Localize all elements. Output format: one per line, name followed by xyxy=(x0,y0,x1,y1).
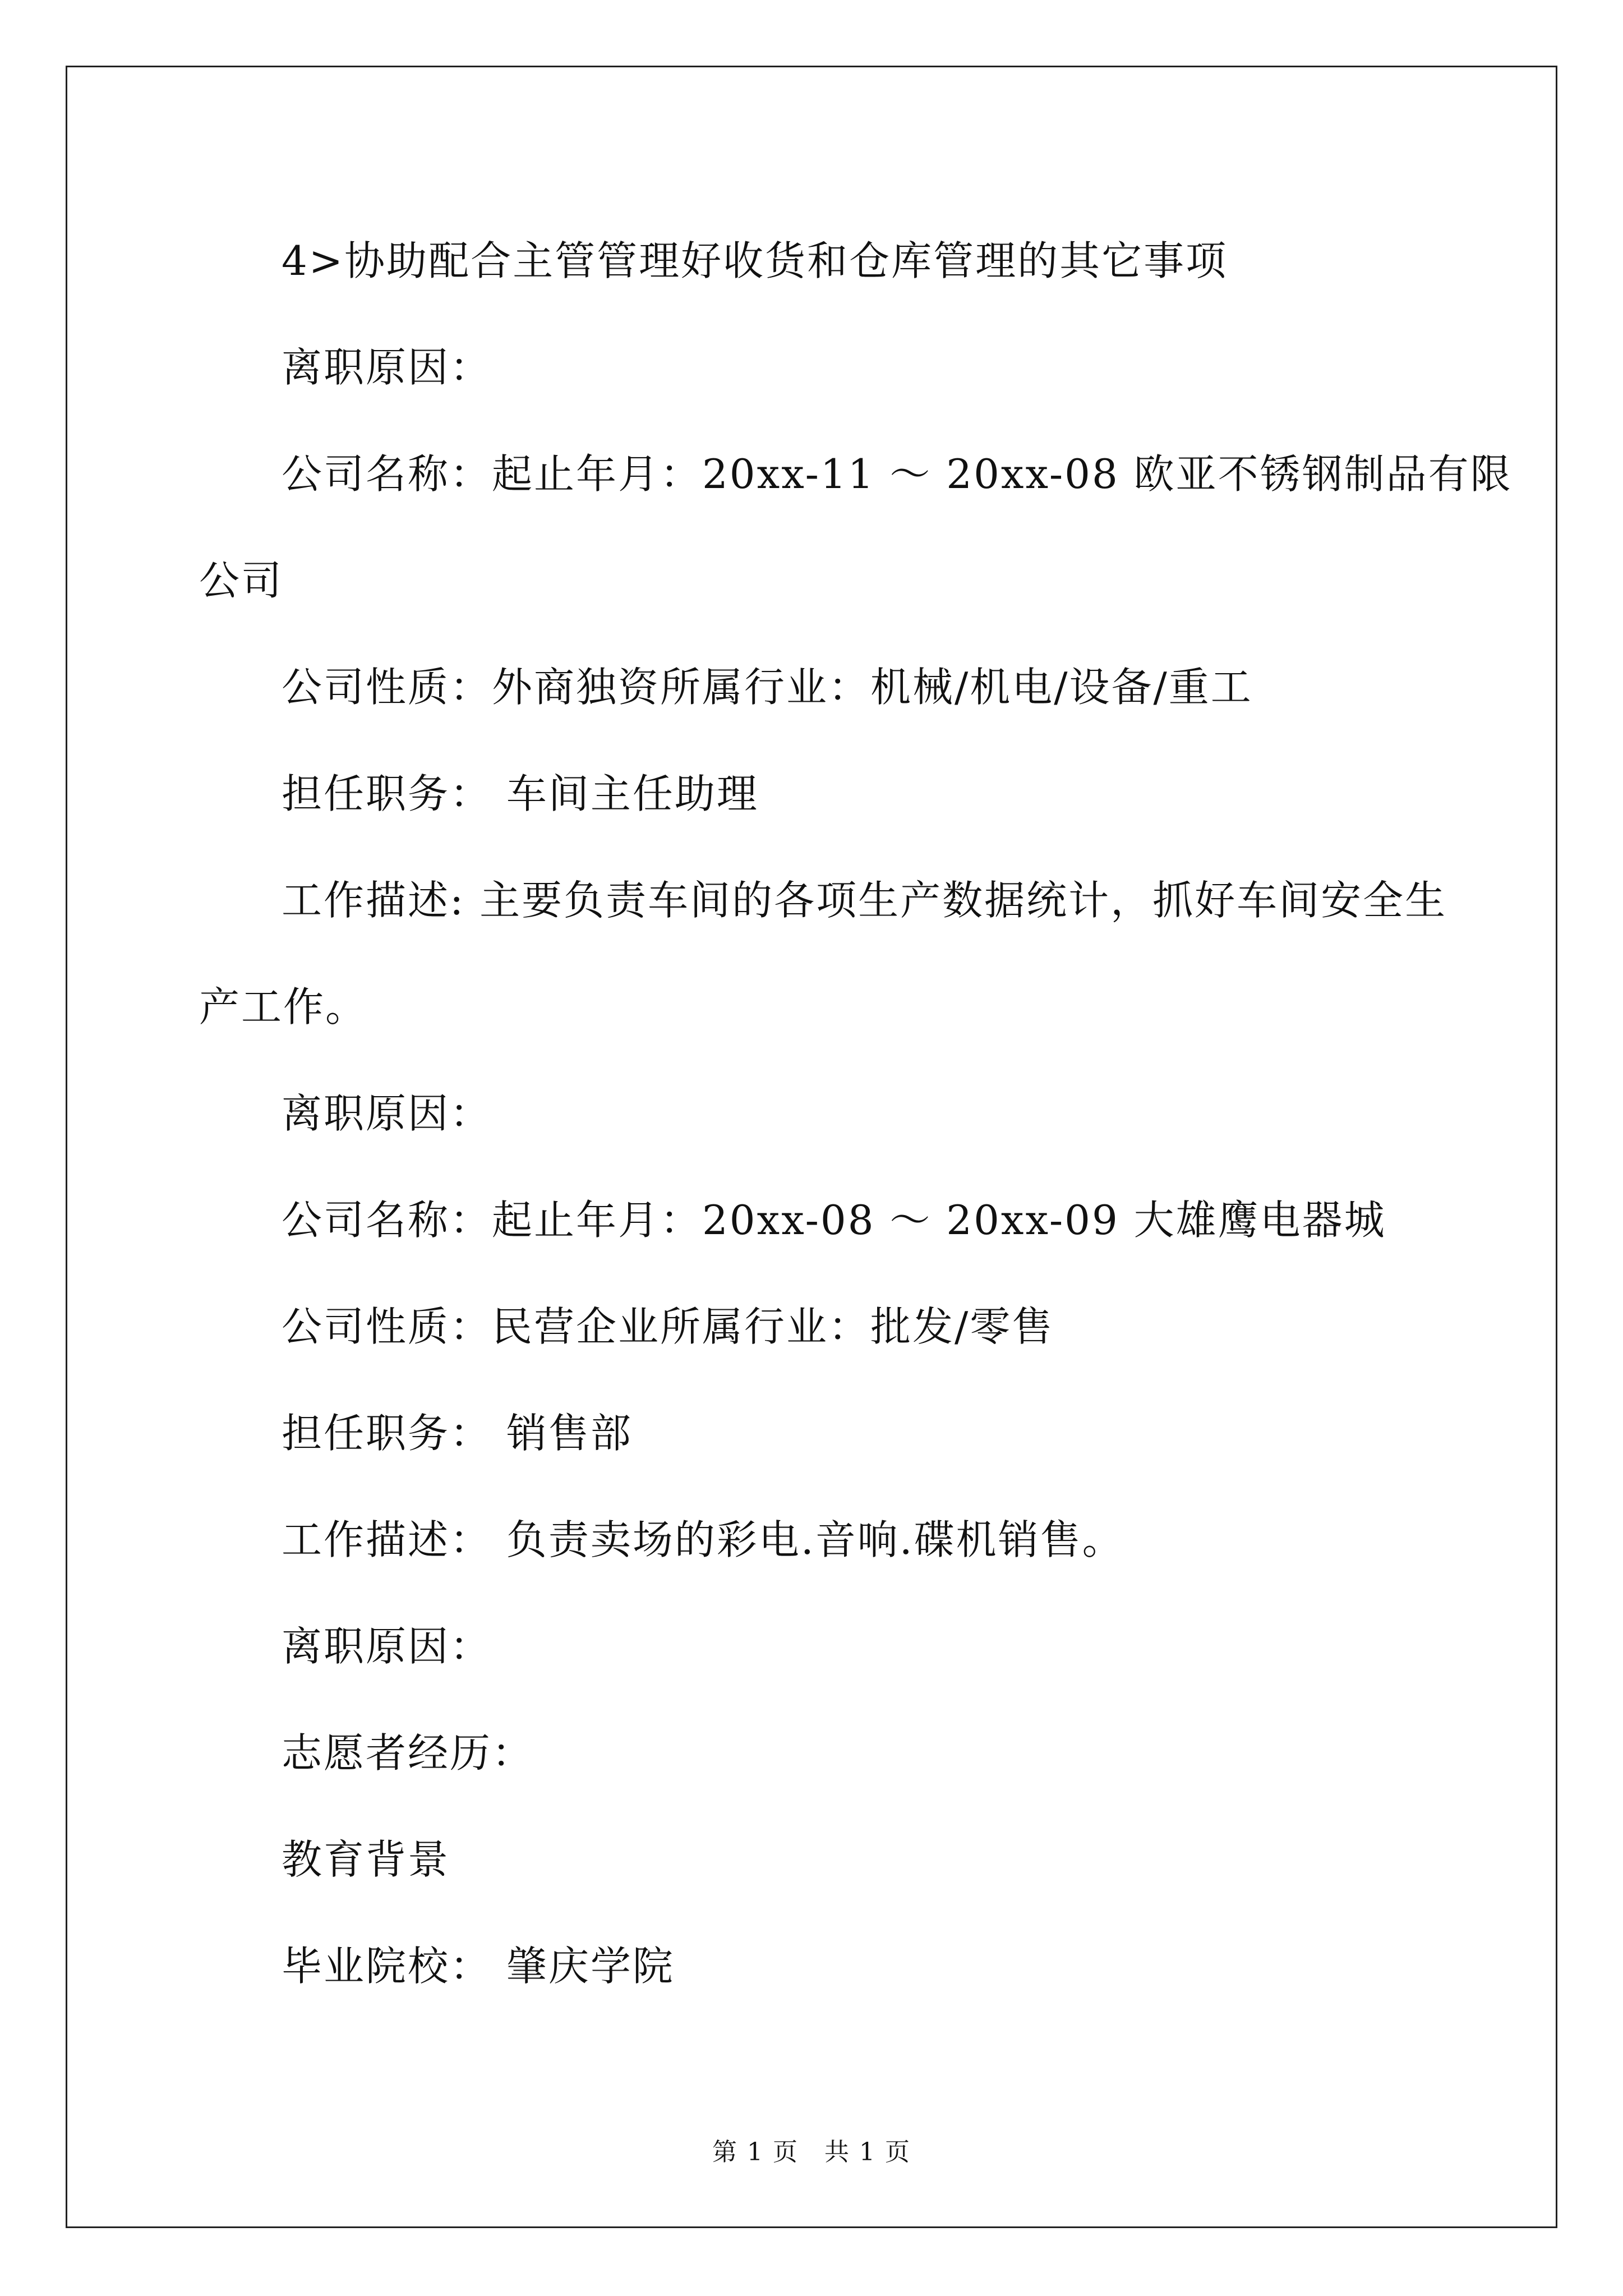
paragraph-duty-4: 4>协助配合主管管理好收货和仓库管理的其它事项 xyxy=(282,237,1228,284)
paragraph-leave-reason: 离职原因： xyxy=(282,344,492,391)
paragraph-leave-reason: 离职原因： xyxy=(282,1623,492,1670)
paragraph-company-name-cont: 公司 xyxy=(199,557,284,604)
paragraph-job-description-cont: 产工作。 xyxy=(199,983,368,1030)
paragraph-education-heading: 教育背景 xyxy=(282,1836,450,1883)
paragraph-job-description: 工作描述： 负责卖场的彩电.音响.碟机销售。 xyxy=(282,1516,1124,1563)
paragraph-company-type: 公司性质：民营企业所属行业：批发/零售 xyxy=(282,1303,1054,1350)
paragraph-company-name: 公司名称：起止年月：20xx-08 ～ 20xx-09 大雄鹰电器城 xyxy=(282,1197,1386,1244)
document-body xyxy=(199,208,1513,2019)
paragraph-company-name: 公司名称：起止年月：20xx-11 ～ 20xx-08 欧亚不锈钢制品有限 xyxy=(282,450,1513,498)
paragraph-position: 担任职务： 销售部 xyxy=(282,1410,633,1457)
paragraph-school: 毕业院校： 肇庆学院 xyxy=(282,1943,675,1990)
paragraph-leave-reason: 离职原因： xyxy=(282,1090,492,1137)
paragraph-company-type: 公司性质：外商独资所属行业：机械/机电/设备/重工 xyxy=(282,664,1253,711)
paragraph-position: 担任职务： 车间主任助理 xyxy=(282,770,759,817)
paragraph-job-description: 工作描述: 主要负责车间的各项生产数据统计，抓好车间安全生 xyxy=(282,877,1447,924)
page-footer: 第 1 页 共 1 页 xyxy=(712,2138,911,2166)
paragraph-volunteer-experience: 志愿者经历： xyxy=(282,1729,534,1777)
